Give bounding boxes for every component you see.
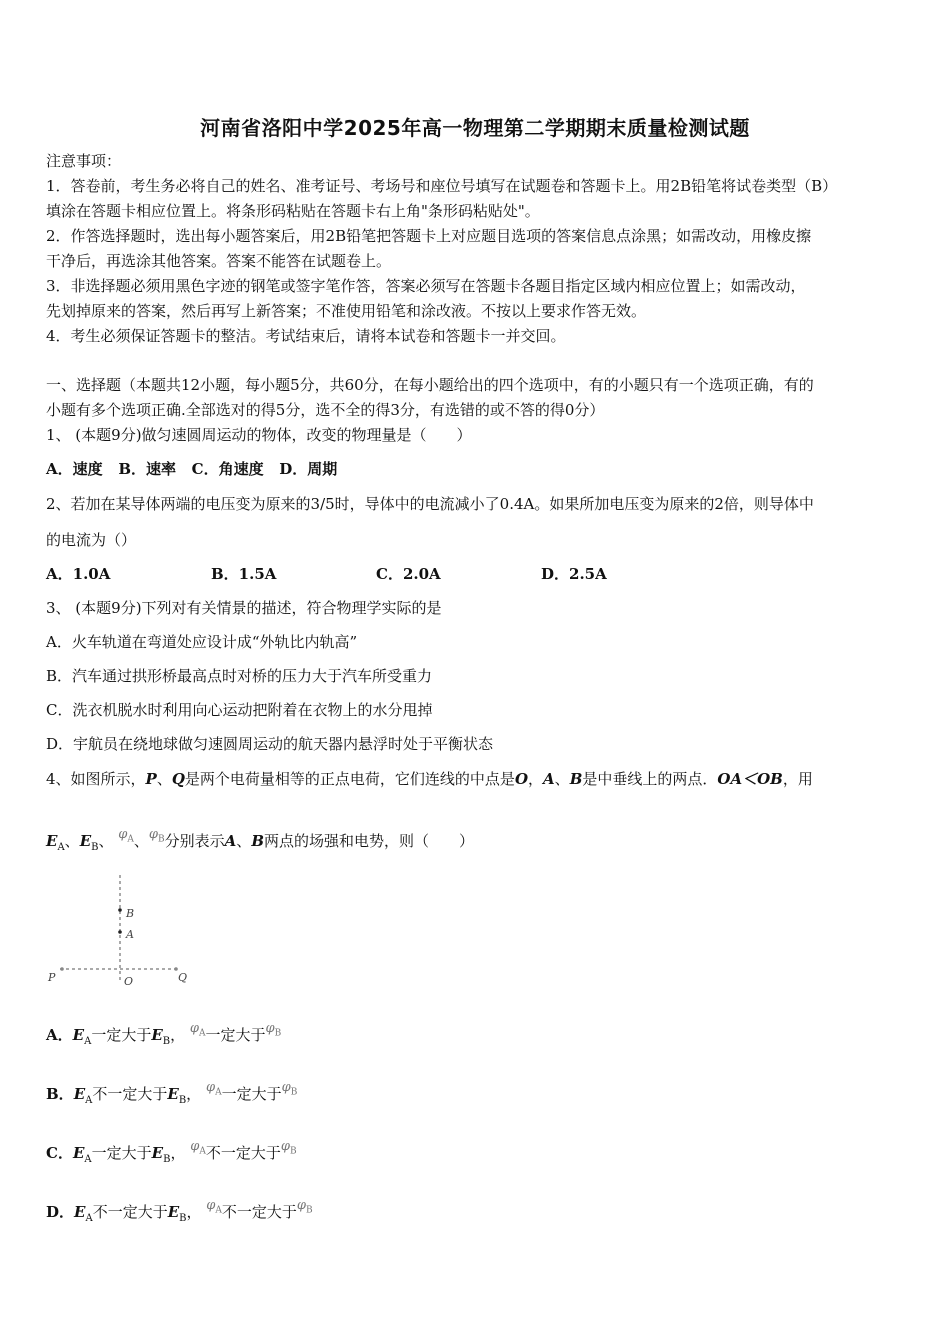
section-heading: 一、选择题（本题共12小题，每小题5分，共60分，在每小题给出的四个选项中，有的小题只有一个选项正确，有的 (46, 376, 814, 394)
charge-p-dot (60, 967, 64, 971)
q4-option-b[interactable]: B．$E_A$不一定大于$E_B$， $\varphi_A$一定大于$\varphi_B$ (46, 1080, 298, 1106)
q1-option-b[interactable]: B．速率 (118, 460, 176, 478)
q3-option-d[interactable]: D．宇航员在绕地球做匀速圆周运动的航天器内悬浮时处于平衡状态 (46, 735, 494, 753)
q2-option-a[interactable]: A．1.0A (46, 565, 111, 583)
phi-b-symbol: $\varphi_B$ (280, 1139, 297, 1157)
phi-a-symbol: $\varphi_A$ (118, 827, 134, 845)
question-2-options (46, 563, 607, 585)
phi-b-symbol: $\varphi_B$ (265, 1021, 282, 1039)
label-q: Q (178, 971, 188, 984)
question-3-stem: 3、 (本题9分)下列对有关情景的描述，符合物理学实际的是 (46, 599, 442, 617)
q2-option-d[interactable]: D．2.5A (541, 565, 607, 583)
label-a: A (126, 928, 134, 941)
question-1-stem: 1、 (本题9分)做匀速圆周运动的物体，改变的物理量是（ ） (46, 426, 472, 444)
q4-option-c[interactable]: C．$E_A$一定大于$E_B$， $\varphi_A$不一定大于$\varphi_B$ (46, 1139, 297, 1165)
q1-option-c[interactable]: C．角速度 (191, 460, 264, 478)
q1-option-d[interactable]: D．周期 (279, 460, 338, 478)
q3-option-c[interactable]: C．洗衣机脱水时利用向心运动把附着在衣物上的水分甩掉 (46, 701, 433, 719)
phi-b-symbol: $\varphi_B$ (296, 1198, 313, 1216)
phi-a-symbol: $\varphi_A$ (205, 1080, 222, 1098)
charge-diagram (40, 870, 200, 995)
phi-b-symbol: $\varphi_B$ (281, 1080, 298, 1098)
notice-line: 4．考生必须保证答题卡的整洁。考试结束后，请将本试卷和答题卡一并交回。 (46, 327, 566, 345)
label-b: B (126, 907, 135, 920)
label-p: P (48, 971, 56, 984)
question-2-stem-cont: 的电流为（） (46, 531, 137, 549)
q4-option-a[interactable]: A．$E_A$一定大于$E_B$， $\varphi_A$一定大于$\varphi_B$ (46, 1021, 282, 1047)
page-title: 河南省洛阳中学2025年高一物理第二学期期末质量检测试题 (200, 116, 750, 140)
q2-option-b[interactable]: B．1.5A (211, 565, 277, 583)
notice-line: 2．作答选择题时，选出每小题答案后，用2B铅笔把答题卡上对应题目选项的答案信息点涂黑；如需改动，用橡皮擦 (46, 227, 812, 245)
question-4-stem-cont: $E_A$、$E_B$、 $\varphi_A$、$\varphi_B$分别表示A、B两点的场强和电势，则（ ） (46, 827, 475, 853)
phi-a-symbol: $\varphi_A$ (189, 1021, 206, 1039)
notice-line: 干净后，再选涂其他答案。答案不能答在试题卷上。 (46, 252, 392, 270)
notice-line: 1．答卷前，考生务必将自己的姓名、准考证号、考场号和座位号填写在试题卷和答题卡上。用2B铅笔将试卷类型（B） (46, 177, 838, 195)
section-heading-cont: 小题有多个选项正确.全部选对的得5分，选不全的得3分，有选错的或不答的得0分） (46, 401, 605, 419)
q4-option-d[interactable]: D．$E_A$不一定大于$E_B$， $\varphi_A$不一定大于$\varphi_B$ (46, 1198, 313, 1224)
notice-line: 填涂在答题卡相应位置上。将条形码粘贴在答题卡右上角"条形码粘贴处"。 (46, 202, 540, 220)
q2-option-c[interactable]: C．2.0A (376, 565, 441, 583)
point-a-dot (118, 930, 122, 934)
q3-option-b[interactable]: B．汽车通过拱形桥最高点时对桥的压力大于汽车所受重力 (46, 667, 433, 685)
label-o: O (124, 975, 134, 988)
q3-option-a[interactable]: A．火车轨道在弯道处应设计成“外轨比内轨高” (46, 633, 358, 651)
phi-a-symbol: $\varphi_A$ (190, 1139, 206, 1157)
phi-a-symbol: $\varphi_A$ (206, 1198, 222, 1216)
question-2-stem: 2、若加在某导体两端的电压变为原来的3/5时，导体中的电流减小了0.4A。如果所加电压变为原来的2倍，则导体中 (46, 495, 814, 513)
point-b-dot (118, 908, 122, 912)
notice-line: 3．非选择题必须用黑色字迹的钢笔或签字笔作答，答案必须写在答题卡各题目指定区域内相应位置上；如需改动， (46, 277, 806, 295)
q1-option-a[interactable]: A．速度 (46, 460, 103, 478)
question-1-options (46, 458, 337, 480)
phi-b-symbol: $\varphi_B$ (148, 827, 165, 845)
notice-heading: 注意事项： (46, 152, 122, 170)
question-4-stem: 4、如图所示，P、Q是两个电荷量相等的正点电荷，它们连线的中点是O，A、B是中垂线上的两点．OA＜OB，用 (46, 770, 813, 788)
notice-line: 先划掉原来的答案，然后再写上新答案；不准使用铅笔和涂改液。不按以上要求作答无效。 (46, 302, 647, 320)
